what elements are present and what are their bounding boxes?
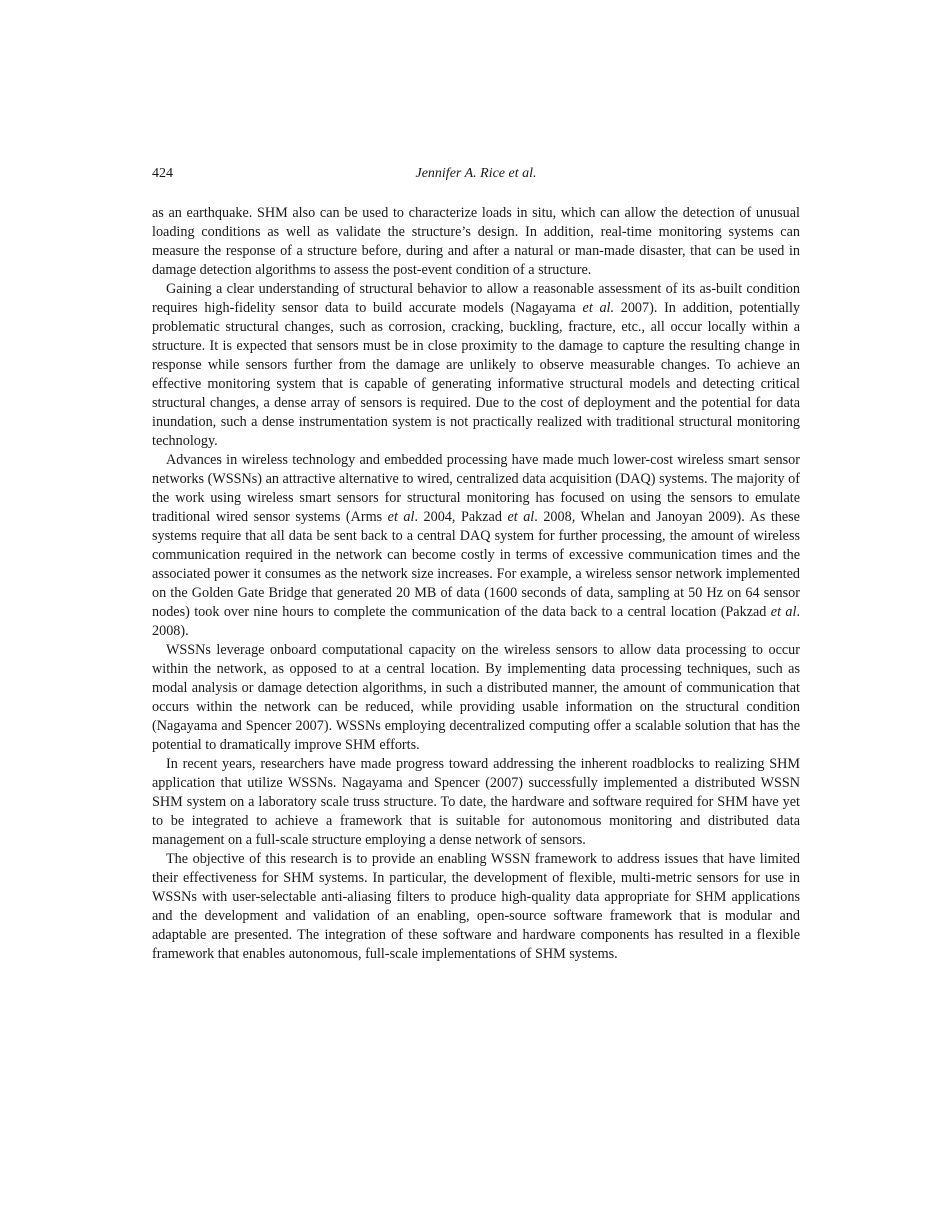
text-run: . 2004, Pakzad (414, 509, 508, 525)
paragraph-6 (152, 850, 800, 964)
italic-text: et al (507, 509, 535, 525)
text-run: . 2008). (152, 604, 800, 639)
text-run: WSSNs leverage onboard computational capacity on the wireless sensors to allow data processing to occur within the network, as opposed to at a central location. By implementing data processing techniques, such as modal analysis or damage detection algorithms, in such a distributed manner, the amount of communication that occurs within the network can be reduced, while providing usable information on the structural condition (Nagayama and Spencer 2007). WSSNs employing decentralized computing offer a scalable solution that has the potential to dramatically improve SHM efforts. (152, 642, 800, 753)
text-run: In recent years, researchers have made progress toward addressing the inherent roadblocks to realizing SHM application that utilize WSSNs. Nagayama and Spencer (2007) successfully implemented a distributed WSSN SHM system on a laboratory scale truss structure. To date, the hardware and software required for SHM have yet to be integrated to achieve a framework that is suitable for autonomous monitoring and distributed data management on a full-scale structure employing a dense network of sensors. (152, 756, 800, 848)
running-head: Jennifer A. Rice et al. (415, 166, 537, 181)
paragraph-1 (152, 204, 800, 280)
paragraph-2 (152, 280, 800, 451)
text-run: Advances in wireless technology and embedded processing have made much lower-cost wireless smart sensor networks (WSSNs) an attractive alternative to wired, centralized data acquisition (DAQ) systems. The majority of the work using wireless smart sensors for structural monitoring has focused on using the sensors to emulate traditional wired sensor systems (Arms (152, 452, 800, 525)
body-text (152, 204, 800, 964)
paragraph-4 (152, 641, 800, 755)
text-run: 2007). In addition, potentially problematic structural changes, such as corrosion, cracking, buckling, fracture, etc., all occur locally within a structure. It is expected that sensors must be in close proximity to the damage to capture the resulting change in response while sensors further from the damage are unlikely to observe measurable changes. To achieve an effective monitoring system that is capable of generating informative structural models and detecting critical structural changes, a dense array of sensors is required. Due to the cost of deployment and the potential for data inundation, such a dense instrumentation system is not practically realized with traditional structural monitoring technology. (152, 300, 800, 449)
text-run: as an earthquake. SHM also can be used to characterize loads in situ, which can allow the detection of unusual loading conditions as well as validate the structure’s design. In addition, real-time monitoring systems can measure the response of a structure before, during and after a natural or man-made disaster, that can be used in damage detection algorithms to assess the post-event condition of a structure. (152, 205, 800, 278)
paragraph-3 (152, 451, 800, 641)
text-run: Gaining a clear understanding of structural behavior to allow a reasonable assessment of its as-built condition requires high-fidelity sensor data to build accurate models (Nagayama (152, 281, 800, 316)
italic-text: et al (387, 509, 415, 525)
page-number: 424 (152, 166, 173, 181)
text-run: . 2008, Whelan and Janoyan 2009). As these systems require that all data be sent back to a central DAQ system for further processing, the amount of wireless communication required in the network can become costly in terms of excessive communication times and the associated power it consumes as the network size increases. For example, a wireless sensor network implemented on the Golden Gate Bridge that generated 20 MB of data (1600 seconds of data, sampling at 50 Hz on 64 sensor nodes) took over nine hours to complete the communication of the data back to a central location (Pakzad (152, 509, 800, 620)
italic-text: et al. (582, 300, 615, 316)
paragraph-5 (152, 755, 800, 850)
italic-text: et al (770, 604, 797, 620)
page-header (152, 166, 800, 186)
text-run: The objective of this research is to provide an enabling WSSN framework to address issues that have limited their effectiveness for SHM systems. In particular, the development of flexible, multi-metric sensors for use in WSSNs with user-selectable anti-aliasing filters to produce high-quality data appropriate for SHM applications and the development and validation of an enabling, open-source software framework that is modular and adaptable are presented. The integration of these software and hardware components has resulted in a flexible framework that enables autonomous, full-scale implementations of SHM systems. (152, 851, 800, 962)
document-page (152, 166, 800, 964)
